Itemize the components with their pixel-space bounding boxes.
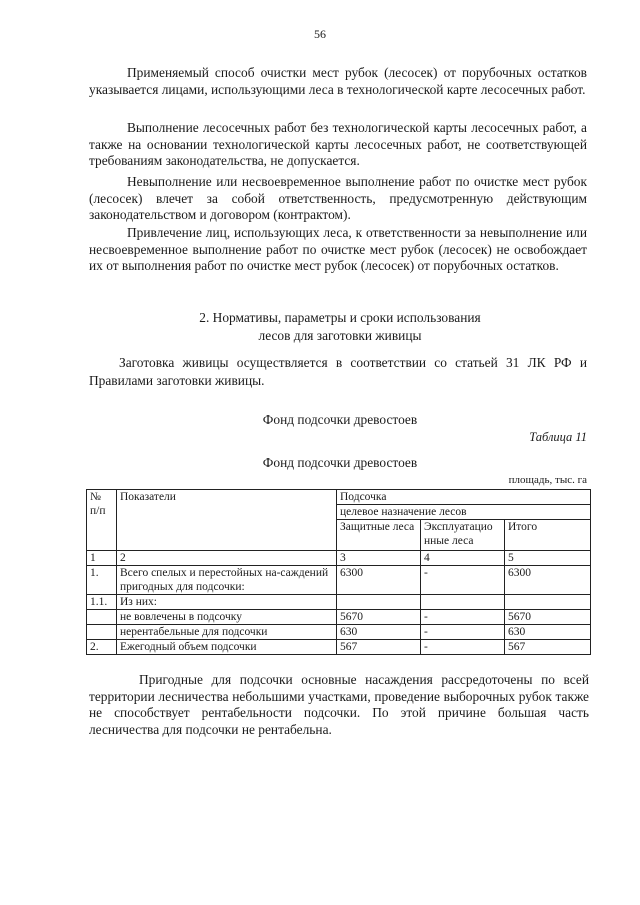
header-indicators: Показатели xyxy=(117,490,337,551)
table-title: Фонд подсочки древостоев xyxy=(262,455,418,470)
row-exploitation: - xyxy=(421,566,505,595)
section-heading-line2: лесов для заготовки живицы xyxy=(258,328,422,343)
paragraph-text: Пригодные для подсочки основные насаждения рассредоточены по всей территории лесничества небольшими участками, проведение выборочных рубок также не способствует рентабельности подсочки. По этой причине большая часть лесничества для подсочки не рентабельна. xyxy=(89,672,589,737)
row-protective xyxy=(337,595,421,610)
paragraph-text: Невыполнение или несвоевременное выполнение работ по очистке мест рубок (лесосек) влечет за собой ответственность, предусмотренную действующим законодательством и договором (контрактом). xyxy=(89,174,587,222)
tapping-fund-table xyxy=(86,489,591,655)
paragraph-conclusion xyxy=(89,672,589,738)
section-heading xyxy=(0,309,640,345)
paragraph-text: Выполнение лесосечных работ без технологической карты лесосечных работ, а также на основании технологической карты лесосечных работ, не соответствующей требованиям законодательства, не допускается. xyxy=(89,120,587,168)
colnum-cell: 5 xyxy=(505,551,591,566)
row-exploitation: - xyxy=(421,625,505,640)
row-total: 630 xyxy=(505,625,591,640)
row-protective: 6300 xyxy=(337,566,421,595)
colnum-cell: 3 xyxy=(337,551,421,566)
row-num xyxy=(87,625,117,640)
table-row xyxy=(87,610,591,625)
table-label: Таблица 11 xyxy=(529,430,587,444)
row-label: Всего спелых и перестойных на-саждений пригодных для подсочки: xyxy=(117,566,337,595)
paragraph-text: Применяемый способ очистки мест рубок (лесосек) от порубочных остатков указывается лицами, использующими леса в технологической карте лесосечных работ. xyxy=(89,65,587,97)
row-label: Из них: xyxy=(117,595,337,610)
paragraph-liability xyxy=(89,174,587,224)
table-units: площадь, тыс. га xyxy=(508,474,587,486)
section-heading-line1: 2. Нормативы, параметры и сроки использования xyxy=(199,310,481,325)
paragraph-cleanup-method xyxy=(89,65,587,98)
table-colnum-row xyxy=(87,551,591,566)
colnum-cell: 1 xyxy=(87,551,117,566)
paragraph-text: Привлечение лиц, использующих леса, к ответственности за невыполнение или несвоевременное выполнение работ по очистке мест рубок (лесосек) не освобождает их от выполнения работ по очистке мест рубок (лесосек) от порубочных остатков. xyxy=(89,225,587,273)
row-num: 1.1. xyxy=(87,595,117,610)
header-exploitation: Эксплуатацио нные леса xyxy=(421,520,505,551)
row-num: 2. xyxy=(87,640,117,655)
row-label: нерентабельные для подсочки xyxy=(117,625,337,640)
header-protective: Защитные леса xyxy=(337,520,421,551)
header-num: № п/п xyxy=(87,490,117,551)
row-num xyxy=(87,610,117,625)
row-exploitation: - xyxy=(421,640,505,655)
row-num: 1. xyxy=(87,566,117,595)
table-row xyxy=(87,566,591,595)
table-row xyxy=(87,595,591,610)
row-total: 6300 xyxy=(505,566,591,595)
paragraph-text: Заготовка живицы осуществляется в соответствии со статьей 31 ЛК РФ и Правилами заготовки живицы. xyxy=(89,355,587,388)
header-purpose: целевое назначение лесов xyxy=(337,505,591,520)
row-label: не вовлечены в подсочку xyxy=(117,610,337,625)
page-number: 56 xyxy=(314,27,326,41)
header-tapping: Подсочка xyxy=(337,490,591,505)
paragraph-obligation xyxy=(89,225,587,275)
colnum-cell: 2 xyxy=(117,551,337,566)
colnum-cell: 4 xyxy=(421,551,505,566)
row-protective: 567 xyxy=(337,640,421,655)
table-row xyxy=(87,640,591,655)
fund-heading: Фонд подсочки древостоев xyxy=(262,412,418,427)
row-protective: 5670 xyxy=(337,610,421,625)
row-exploitation xyxy=(421,595,505,610)
row-exploitation: - xyxy=(421,610,505,625)
paragraph-tech-map xyxy=(89,120,587,170)
table-row xyxy=(87,625,591,640)
row-total xyxy=(505,595,591,610)
row-total: 5670 xyxy=(505,610,591,625)
table-header-row xyxy=(87,490,591,505)
row-label: Ежегодный объем подсочки xyxy=(117,640,337,655)
header-total: Итого xyxy=(505,520,591,551)
paragraph-resin-harvest xyxy=(89,354,587,390)
row-total: 567 xyxy=(505,640,591,655)
row-protective: 630 xyxy=(337,625,421,640)
